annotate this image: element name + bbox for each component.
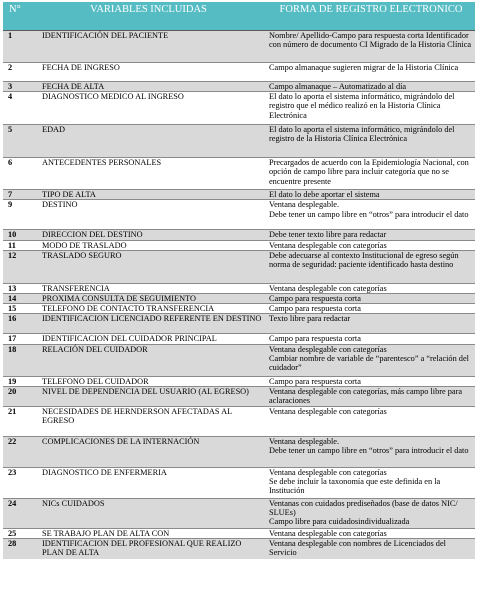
row-registro: El dato lo aporta el sistema informático, migrándolo del registro de la Historia Clínica Electrónica [267, 125, 475, 158]
variables-table [3, 2, 475, 559]
table-row [3, 498, 475, 528]
row-registro: Ventana desplegable con categorías [267, 240, 475, 250]
row-registro: Ventanas con cuidados prediseñados (base de datos NIC/ SLUEs) Campo libre para cuidadosindividualizada [267, 498, 475, 528]
row-variable: TRASLADO SEGURO [30, 250, 267, 283]
row-variable: FECHA DE INGRESO [30, 63, 267, 82]
row-number: 4 [3, 92, 30, 125]
row-registro: Texto libre para redactar [267, 314, 475, 334]
row-number: 18 [3, 344, 30, 376]
row-registro: El dato lo aporta el sistema informático, migrándolo del registro que el médico realizó en la Historia Clínica Electrónica [267, 92, 475, 125]
row-registro: Ventana desplegable con categorías [267, 283, 475, 293]
row-registro: Ventana desplegable con categorías Se debe incluir la taxonomía que este definida en la Institución [267, 467, 475, 498]
row-registro: Debe tener texto libre para redactar [267, 230, 475, 240]
row-number: 25 [3, 528, 30, 538]
row-registro: Ventana desplegable con categorías, más campo libre para aclaraciones [267, 386, 475, 406]
row-number: 12 [3, 250, 30, 283]
row-variable: FECHA DE ALTA [30, 82, 267, 92]
row-registro: Ventana desplegable con categorías [267, 406, 475, 436]
row-registro: Debe adecuarse al contexto Institucional de egreso según norma de seguridad: paciente identificado hasta destino [267, 250, 475, 283]
row-registro: Ventana desplegable con categorías [267, 528, 475, 538]
row-number: 14 [3, 294, 30, 304]
row-variable: TELEFONO DEL CUIDADOR [30, 376, 267, 386]
header-registro: FORMA DE REGISTRO ELECTRONICO [267, 2, 475, 31]
table-row [3, 200, 475, 230]
row-registro: Campo para respuesta corta [267, 376, 475, 386]
table-row [3, 376, 475, 386]
row-number: 16 [3, 314, 30, 334]
row-variable: TIPO DE ALTA [30, 190, 267, 200]
table-row [3, 240, 475, 250]
row-variable: RELACIÓN DEL CUIDADOR [30, 344, 267, 376]
row-number: 7 [3, 190, 30, 200]
table-row [3, 304, 475, 314]
header-variables: VARIABLES INCLUIDAS [30, 2, 267, 31]
document-page [3, 2, 475, 559]
row-number: 6 [3, 158, 30, 190]
row-registro: El dato lo debe aportar el sistema [267, 190, 475, 200]
row-number: 15 [3, 304, 30, 314]
row-number: 10 [3, 230, 30, 240]
table-row [3, 294, 475, 304]
row-number: 21 [3, 406, 30, 436]
row-variable: COMPLICACIONES DE LA INTERNACIÓN [30, 436, 267, 467]
table-header-row [3, 2, 475, 31]
row-registro: Campo para respuesta corta [267, 304, 475, 314]
table-row [3, 63, 475, 82]
row-registro: Ventana desplegable con nombres de Licenciados del Servicio [267, 539, 475, 559]
table-row [3, 406, 475, 436]
row-registro: Ventana desplegable. Debe tener un campo libre en “otros” para introducir el dato [267, 200, 475, 230]
row-number: 22 [3, 436, 30, 467]
table-row [3, 250, 475, 283]
table-row [3, 31, 475, 63]
row-number: 24 [3, 498, 30, 528]
table-row [3, 283, 475, 293]
row-number: 19 [3, 376, 30, 386]
row-registro: Nombre/ Apellido-Campo para respuesta corta Identificador con número de documento CI Migrado de la Historia Clínica [267, 31, 475, 63]
row-variable: DIRECCION DEL DESTINO [30, 230, 267, 240]
row-number: 13 [3, 283, 30, 293]
row-number: 9 [3, 200, 30, 230]
row-number: 5 [3, 125, 30, 158]
row-variable: IDENTIFICACION LICENCIADO REFERENTE EN DESTINO [30, 314, 267, 334]
table-row [3, 334, 475, 344]
row-variable: SE TRABAJO PLAN DE ALTA CON [30, 528, 267, 538]
row-registro: Ventana desplegable. Debe tener un campo libre en “otros” para introducir el dato [267, 436, 475, 467]
row-registro: Campo para respuesta corta [267, 334, 475, 344]
table-row [3, 92, 475, 125]
table-row [3, 125, 475, 158]
table-row [3, 158, 475, 190]
table-row [3, 344, 475, 376]
row-number: 23 [3, 467, 30, 498]
row-variable: EDAD [30, 125, 267, 158]
table-row [3, 467, 475, 498]
row-variable: TELEFONO DE CONTACTO TRANSFERENCIA [30, 304, 267, 314]
row-number: 11 [3, 240, 30, 250]
row-number: 17 [3, 334, 30, 344]
row-number: 3 [3, 82, 30, 92]
table-row [3, 386, 475, 406]
table-row [3, 230, 475, 240]
header-number: N° [3, 2, 30, 31]
table-row [3, 190, 475, 200]
row-variable: IDENTIFICACION DEL PROFESIONAL QUE REALIZO PLAN DE ALTA [30, 539, 267, 559]
row-number: 20 [3, 386, 30, 406]
table-row [3, 314, 475, 334]
row-registro: Ventana desplegable con categorías Cambiar nombre de variable de “parentesco” a “relación del cuidador” [267, 344, 475, 376]
row-variable: IDENTIFICACION DEL CUIDADOR PRINCIPAL [30, 334, 267, 344]
row-registro: Precargados de acuerdo con la Epidemiología Nacional, con opción de campo libre para incluir categoría que no se encuentre presente [267, 158, 475, 190]
table-row [3, 528, 475, 538]
row-variable: DIAGNOSTICO MEDICO AL INGRESO [30, 92, 267, 125]
row-variable: ANTECEDENTES PERSONALES [30, 158, 267, 190]
row-variable: DIAGNOSTICO DE ENFERMERIA [30, 467, 267, 498]
table-row [3, 539, 475, 559]
table-row [3, 82, 475, 92]
row-variable: IDENTIFICACIÓN DEL PACIENTE [30, 31, 267, 63]
row-registro: Campo para respuesta corta [267, 294, 475, 304]
row-registro: Campo almanaque sugieren migrar de la Historia Clínica [267, 63, 475, 82]
row-variable: NIVEL DE DEPENDENCIA DEL USUARIO (AL EGRESO) [30, 386, 267, 406]
row-variable: MODO DE TRASLADO [30, 240, 267, 250]
row-variable: DESTINO [30, 200, 267, 230]
row-variable: PROXIMA CONSULTA DE SEGUIMIENTO [30, 294, 267, 304]
row-variable: NECESIDADES DE HERNDERSON AFECTADAS AL EGRESO [30, 406, 267, 436]
row-number: 2 [3, 63, 30, 82]
row-number: 1 [3, 31, 30, 63]
row-number: 28 [3, 539, 30, 559]
row-variable: TRANSFERENCIA [30, 283, 267, 293]
row-variable: NICs CUIDADOS [30, 498, 267, 528]
row-registro: Campo almanaque – Automatizado al día [267, 82, 475, 92]
table-row [3, 436, 475, 467]
